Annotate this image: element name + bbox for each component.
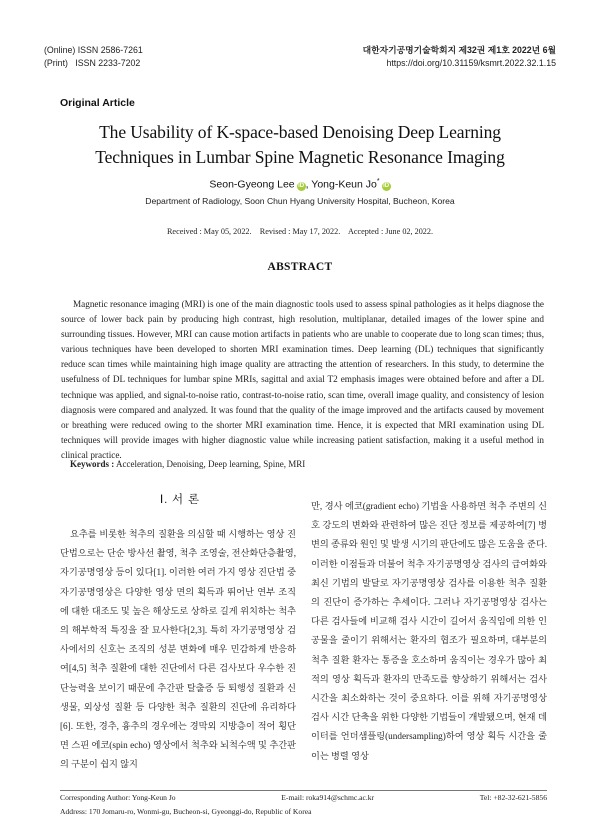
title-line-1: The Usability of K-space-based Denoising Deep Learning <box>99 122 501 142</box>
abstract-heading: ABSTRACT <box>267 261 333 273</box>
issn-block <box>44 44 143 69</box>
corresponding-mark: * <box>376 178 380 185</box>
title-line-2: Techniques in Lumbar Spine Magnetic Resonance Imaging <box>95 147 505 167</box>
paper-title <box>0 120 600 170</box>
issn-print: (Print) ISSN 2233-7202 <box>44 57 141 68</box>
journal-block <box>363 44 556 69</box>
author-list <box>0 178 600 191</box>
keywords <box>70 459 305 469</box>
corresponding-address: Address: 170 Jomaru-ro, Wonmi-gu, Bucheon-si, Gyeonggi-do, Republic of Korea <box>60 807 312 816</box>
author-1: Seon-Gyeong Lee <box>209 178 295 191</box>
corresponding-info <box>60 793 547 802</box>
keywords-list: Acceleration, Denoising, Deep learning, Spine, MRI <box>114 459 306 469</box>
body-paragraph: 만, 경사 에코(gradient echo) 기법을 사용하면 척추 주변의 신호 강도의 변화와 관련하여 많은 진단 정보를 제공하여[7] 병변의 종류와 원인 및 발생 시기의 판단에도 많은 도움을 준다. 이러한 이점들과 더불어 척추 자기공명영상 검사의 급여화와 최신 기법의 발달로 자기공명영상 검사를 이용한 척추 질환의 진단이 증가하는 추세이다. 그러나 자기공명영상 검사는 다른 검사들에 비교해 검사 시간이 길어서 움직임에 의한 인공물을 줄이기 위해서는 환자의 협조가 필요하며, 대부분의 척추 질환 환자는 통증을 호소하며 움직이는 경우가 많아 최적의 영상 획득과 환자의 만족도를 향상하기 위해서는 검사 시간을 최소화하는 것이 중요하다. 이를 위해 자기공명영상 검사 시간 단축을 위한 다양한 기법들이 개발됐으며, 현재 데이터를 언더샘플링(undersampling)하여 영상 획득 시간을 줄이는 병렬 영상 <box>311 501 547 761</box>
affiliation: Department of Radiology, Soon Chun Hyang University Hospital, Bucheon, Korea <box>145 196 455 206</box>
orcid-icon[interactable]: iD <box>298 182 305 189</box>
journal-name: 대한자기공명기술학회지 제32권 제1호 2022년 6월 <box>362 45 556 55</box>
body-column-left <box>60 525 296 775</box>
submission-dates: Received : May 05, 2022. Revised : May 17, 2022. Accepted : June 02, 2022. <box>166 227 434 236</box>
issn-online: (Online) ISSN 2586-7261 <box>44 45 143 55</box>
footnote-rule <box>60 790 547 791</box>
section-title: Ⅰ. 서 론 <box>159 494 201 506</box>
corresponding-tel: Tel: +82-32-621-5856 <box>479 793 547 802</box>
author-separator: , <box>305 178 312 191</box>
doi-link[interactable]: https://doi.org/10.31159/ksmrt.2022.32.1.15 <box>386 57 556 68</box>
orcid-icon[interactable]: iD <box>383 182 390 189</box>
body-column-right <box>311 497 547 766</box>
body-paragraph: 요추를 비롯한 척추의 질환을 의심할 때 시행하는 영상 진단법으로는 단순 방사선 촬영, 척추 조영술, 전산화단층촬영, 자기공명영상 등이 있다[1]. 이러한 여러 가지 영상 진단법 중 자기공명영상은 다양한 영상 면의 획득과 뛰어난 연부 조직에 대한 대조도 및 높은 해상도로 상하로 길게 위치하는 척추의 해부학적 특징을 잘 묘사한다[2,3]. 특히 자기공명영상 검사에서의 신호는 조직의 성분 변화에 매우 민감하게 반응하여[4,5] 척추 질환에 대한 진단에서 다른 검사보다 우수한 진단능력을 보이기 때문에 추간판 탈출증 등 퇴행성 질환과 신생물, 외상성 질환 등 다양한 척추 질환의 진단에 유리하다[6]. 또한, 경추, 흉추의 경우에는 경막외 지방층이 적어 횡단면 스핀 에코(spin echo) 영상에서 척추와 뇌척수액 및 추간판의 구분이 쉽지 않지 <box>60 529 296 770</box>
corresponding-email[interactable]: E-mail: roka914@schmc.ac.kr <box>281 793 375 802</box>
article-type: Original Article <box>60 97 135 109</box>
keywords-label: Keywords : <box>70 459 115 469</box>
abstract-text: Magnetic resonance imaging (MRI) is one of the main diagnostic tools used to assess spinal pathologies as it helps diagnose the source of lower back pain by producing high contrast, high resolution, multiplanar, detailed images of the lower spine and surrounding tissues. However, MRI can cause motion artifacts in patients who are unable to cooperate due to long scan times; thus, various techniques have been developed to shorten MRI examination times. Deep learning (DL) techniques that significantly reduce scan times while maintaining high image quality are attracting the attention of researchers. In this study, to determine the usefulness of DL techniques for lumbar spine MRIs, sagittal and axial T2 emphasis images were obtained before and after a DL technique was applied, and signal-to-noise ratio, contrast-to-noise ratio, scan time, overall image quality, and consistency of lesion diagnosis were compared and analyzed. It was found that the quality of the image improved and the artifacts caused by movement or breathing were reduced owing to the shorter MRI examination time. Hence, it is expected that MRI examination using DL techniques will provide images with higher diagnostic value while increasing patient satisfaction, making it a useful method in clinical practice. <box>61 299 544 460</box>
corresponding-author: Corresponding Author: Yong-Keun Jo <box>60 793 176 802</box>
author-2: Yong-Keun Jo <box>311 178 377 191</box>
